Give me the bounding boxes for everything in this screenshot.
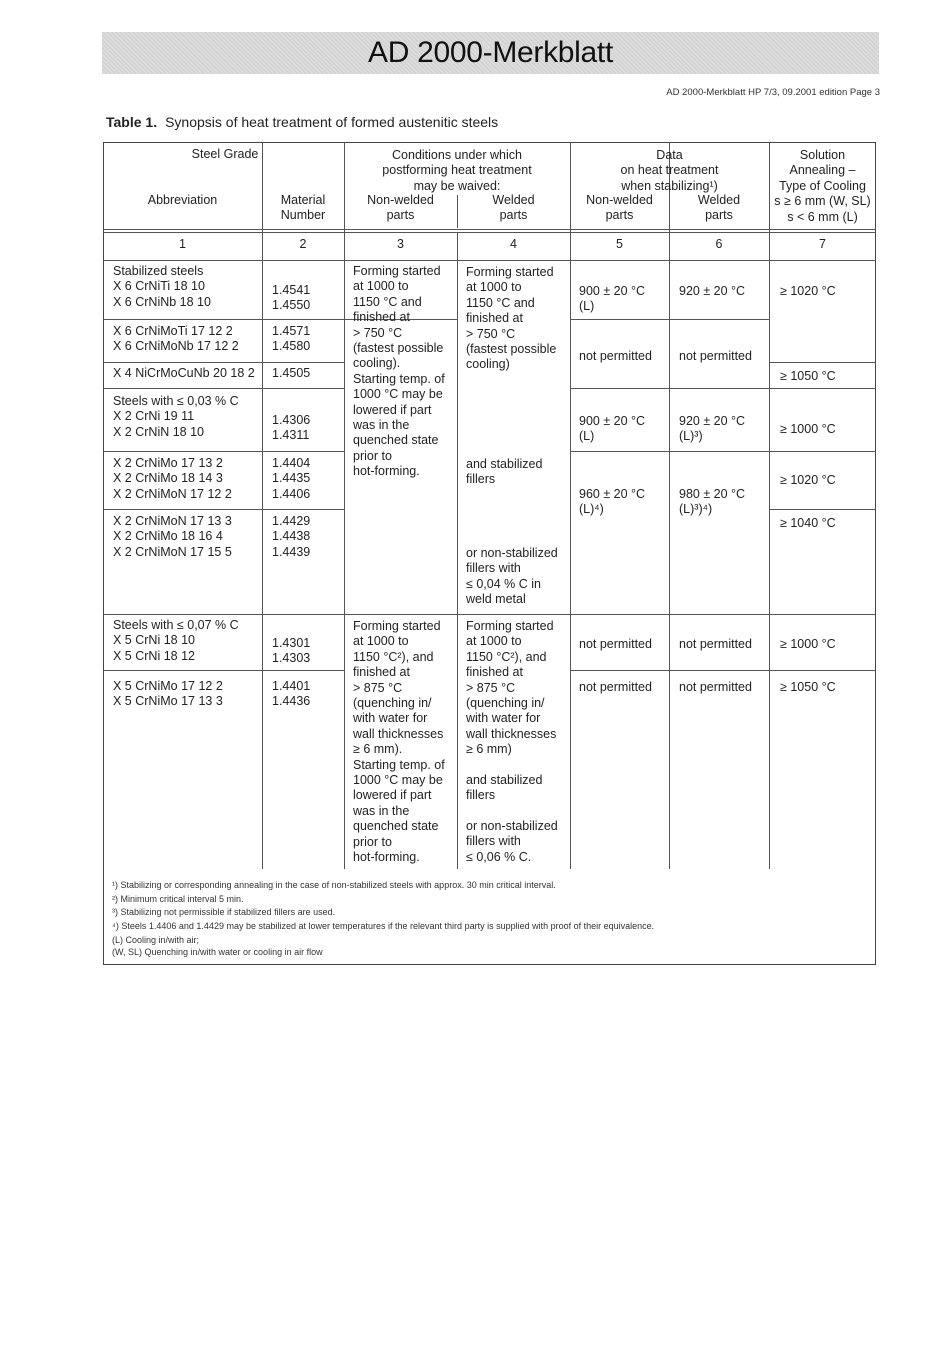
header-conditions: Conditions under which postforming heat treatment may be waived: bbox=[382, 148, 532, 193]
material-number-cell: 1.4401 1.4436 bbox=[272, 679, 311, 709]
table-label: Table 1. bbox=[106, 114, 158, 130]
footnote: ¹) Stabilizing or corresponding annealing in the case of non-stabilized steels with approx. 30 min critical interval. bbox=[112, 880, 556, 890]
row-separator bbox=[769, 509, 876, 510]
solution-annealing-cell: ≥ 1020 °C bbox=[780, 473, 836, 487]
solution-annealing-cell: ≥ 1020 °C bbox=[780, 284, 836, 298]
welded-condition-cell: and stabilized fillers bbox=[466, 773, 543, 803]
material-number-cell: 1.4301 1.4303 bbox=[272, 636, 311, 666]
column-number: 2 bbox=[299, 237, 307, 251]
column-number: 6 bbox=[715, 237, 723, 251]
welded-data-cell: 920 ± 20 °C (L)³) bbox=[679, 414, 746, 444]
header-solution-annealing: Solution Annealing – Type of Cooling s ≥ 6 mm (W, SL) s < 6 mm (L) bbox=[774, 148, 871, 224]
header-material-number: Material Number bbox=[280, 193, 326, 223]
welded-condition-cell: Forming started at 1000 to 1150 °C and finished at > 750 °C (fastest possible cooling) bbox=[466, 265, 557, 372]
header-steel-grade: Steel Grade bbox=[191, 147, 259, 161]
nonwelded-data-cell: 900 ± 20 °C (L) bbox=[579, 284, 646, 314]
welded-data-cell: 920 ± 20 °C bbox=[679, 284, 746, 298]
solution-annealing-cell: ≥ 1040 °C bbox=[780, 516, 836, 530]
welded-data-cell: not permitted bbox=[679, 349, 752, 363]
solution-annealing-cell: ≥ 1050 °C bbox=[780, 680, 836, 694]
header-nonwelded: Non-welded parts bbox=[367, 193, 434, 223]
header-rule bbox=[103, 232, 876, 233]
nonwelded-condition-cell: Forming started at 1000 to 1150 °C²), and finished at > 875 °C (quenching in/ with water for wall thicknesses ≥ 6 mm). Starting temp. of 1000 °C may be lowered if part was in the quenched state prior to hot-forming. bbox=[353, 619, 445, 865]
nonwelded-condition-cell: Forming started at 1000 to 1150 °C and finished at > 750 °C (fastest possible cooling). Starting temp. of 1000 °C may be lowered if part was in the quenched state prior to hot-forming. bbox=[353, 264, 445, 479]
header-abbreviation: Abbreviation bbox=[147, 193, 218, 207]
steel-grade-cell: X 2 CrNiMo 17 13 2 X 2 CrNiMo 18 14 3 X 2 CrNiMoN 17 12 2 bbox=[113, 456, 232, 501]
welded-data-cell: 980 ± 20 °C (L)³)⁴) bbox=[679, 487, 746, 517]
steel-grade-cell: X 4 NiCrMoCuNb 20 18 2 bbox=[113, 366, 255, 380]
steel-grade-cell: X 2 CrNiMoN 17 13 3 X 2 CrNiMo 18 16 4 X 2 CrNiMoN 17 15 5 bbox=[113, 514, 232, 559]
header-rule bbox=[103, 229, 876, 230]
row-separator bbox=[103, 388, 344, 389]
steel-grade-cell: X 6 CrNiMoTi 17 12 2 X 6 CrNiMoNb 17 12 2 bbox=[113, 324, 239, 354]
row-separator bbox=[570, 319, 769, 320]
footnote: (W, SL) Quenching in/with water or cooling in air flow bbox=[112, 947, 323, 957]
row-separator bbox=[570, 670, 876, 671]
header-welded: Welded parts bbox=[492, 193, 535, 223]
material-number-cell: 1.4541 1.4550 bbox=[272, 283, 311, 313]
header-nonwelded: Non-welded parts bbox=[586, 193, 653, 223]
row-separator bbox=[103, 670, 344, 671]
row-separator bbox=[570, 451, 876, 452]
row-separator bbox=[103, 362, 344, 363]
steel-grade-cell: X 5 CrNiMo 17 12 2 X 5 CrNiMo 17 13 3 bbox=[113, 679, 223, 709]
nonwelded-data-cell: 960 ± 20 °C (L)⁴) bbox=[579, 487, 646, 517]
nonwelded-data-cell: 900 ± 20 °C (L) bbox=[579, 414, 646, 444]
column-number: 1 bbox=[179, 237, 186, 251]
material-number-cell: 1.4306 1.4311 bbox=[272, 413, 311, 443]
welded-condition-cell: and stabilized fillers bbox=[466, 457, 543, 487]
row-separator bbox=[103, 509, 344, 510]
solution-annealing-cell: ≥ 1000 °C bbox=[780, 637, 836, 651]
table-title: Synopsis of heat treatment of formed austenitic steels bbox=[165, 114, 499, 130]
steel-grade-cell: Steels with ≤ 0,07 % C X 5 CrNi 18 10 X 5 CrNi 18 12 bbox=[113, 618, 239, 663]
welded-data-cell: not permitted bbox=[679, 680, 752, 694]
column-number: 4 bbox=[510, 237, 517, 251]
nonwelded-data-cell: not permitted bbox=[579, 349, 652, 363]
header-welded: Welded parts bbox=[697, 193, 741, 223]
column-number: 3 bbox=[397, 237, 404, 251]
group-separator bbox=[103, 614, 876, 615]
column-number: 7 bbox=[819, 237, 826, 251]
row-separator bbox=[570, 388, 876, 389]
footnote: (L) Cooling in/with air; bbox=[112, 935, 200, 945]
column-number: 5 bbox=[616, 237, 623, 251]
welded-condition-cell: or non-stabilized fillers with ≤ 0,04 % C in weld metal bbox=[466, 546, 558, 607]
solution-annealing-cell: ≥ 1050 °C bbox=[780, 369, 836, 383]
steel-grade-cell: Stabilized steels X 6 CrNiTi 18 10 X 6 CrNiNb 18 10 bbox=[113, 264, 211, 309]
welded-data-cell: not permitted bbox=[679, 637, 752, 651]
material-number-cell: 1.4404 1.4435 1.4406 bbox=[272, 456, 311, 501]
number-row-rule bbox=[103, 260, 876, 261]
welded-condition-cell: or non-stabilized fillers with ≤ 0,06 % C. bbox=[466, 819, 558, 864]
document-title: AD 2000-Merkblatt bbox=[367, 36, 613, 69]
nonwelded-data-cell: not permitted bbox=[579, 680, 652, 694]
welded-condition-cell: Forming started at 1000 to 1150 °C²), and finished at > 875 °C (quenching in/ with water for wall thicknesses ≥ 6 mm) bbox=[466, 619, 557, 757]
row-separator bbox=[769, 362, 876, 363]
document-banner bbox=[102, 32, 879, 74]
material-number-cell: 1.4429 1.4438 1.4439 bbox=[272, 514, 311, 559]
nonwelded-data-cell: not permitted bbox=[579, 637, 652, 651]
material-number-cell: 1.4571 1.4580 bbox=[272, 324, 311, 354]
header-data: Data on heat treatment when stabilizing¹) bbox=[620, 148, 719, 193]
material-number-cell: 1.4505 bbox=[272, 366, 311, 380]
column-divider bbox=[457, 232, 458, 869]
solution-annealing-cell: ≥ 1000 °C bbox=[780, 422, 836, 436]
edition-line: AD 2000-Merkblatt HP 7/3, 09.2001 edition Page 3 bbox=[666, 87, 880, 98]
footnote: ³) Stabilizing not permissible if stabilized fillers are used. bbox=[112, 907, 336, 917]
table-caption bbox=[106, 114, 498, 130]
steel-grade-cell: Steels with ≤ 0,03 % C X 2 CrNi 19 11 X 2 CrNiN 18 10 bbox=[113, 394, 239, 439]
footnote: ⁴) Steels 1.4406 and 1.4429 may be stabilized at lower temperatures if the relevant third party is supplied with proof of their equivalence. bbox=[112, 921, 655, 931]
row-separator bbox=[103, 451, 344, 452]
footnote: ²) Minimum critical interval 5 min. bbox=[112, 894, 244, 904]
